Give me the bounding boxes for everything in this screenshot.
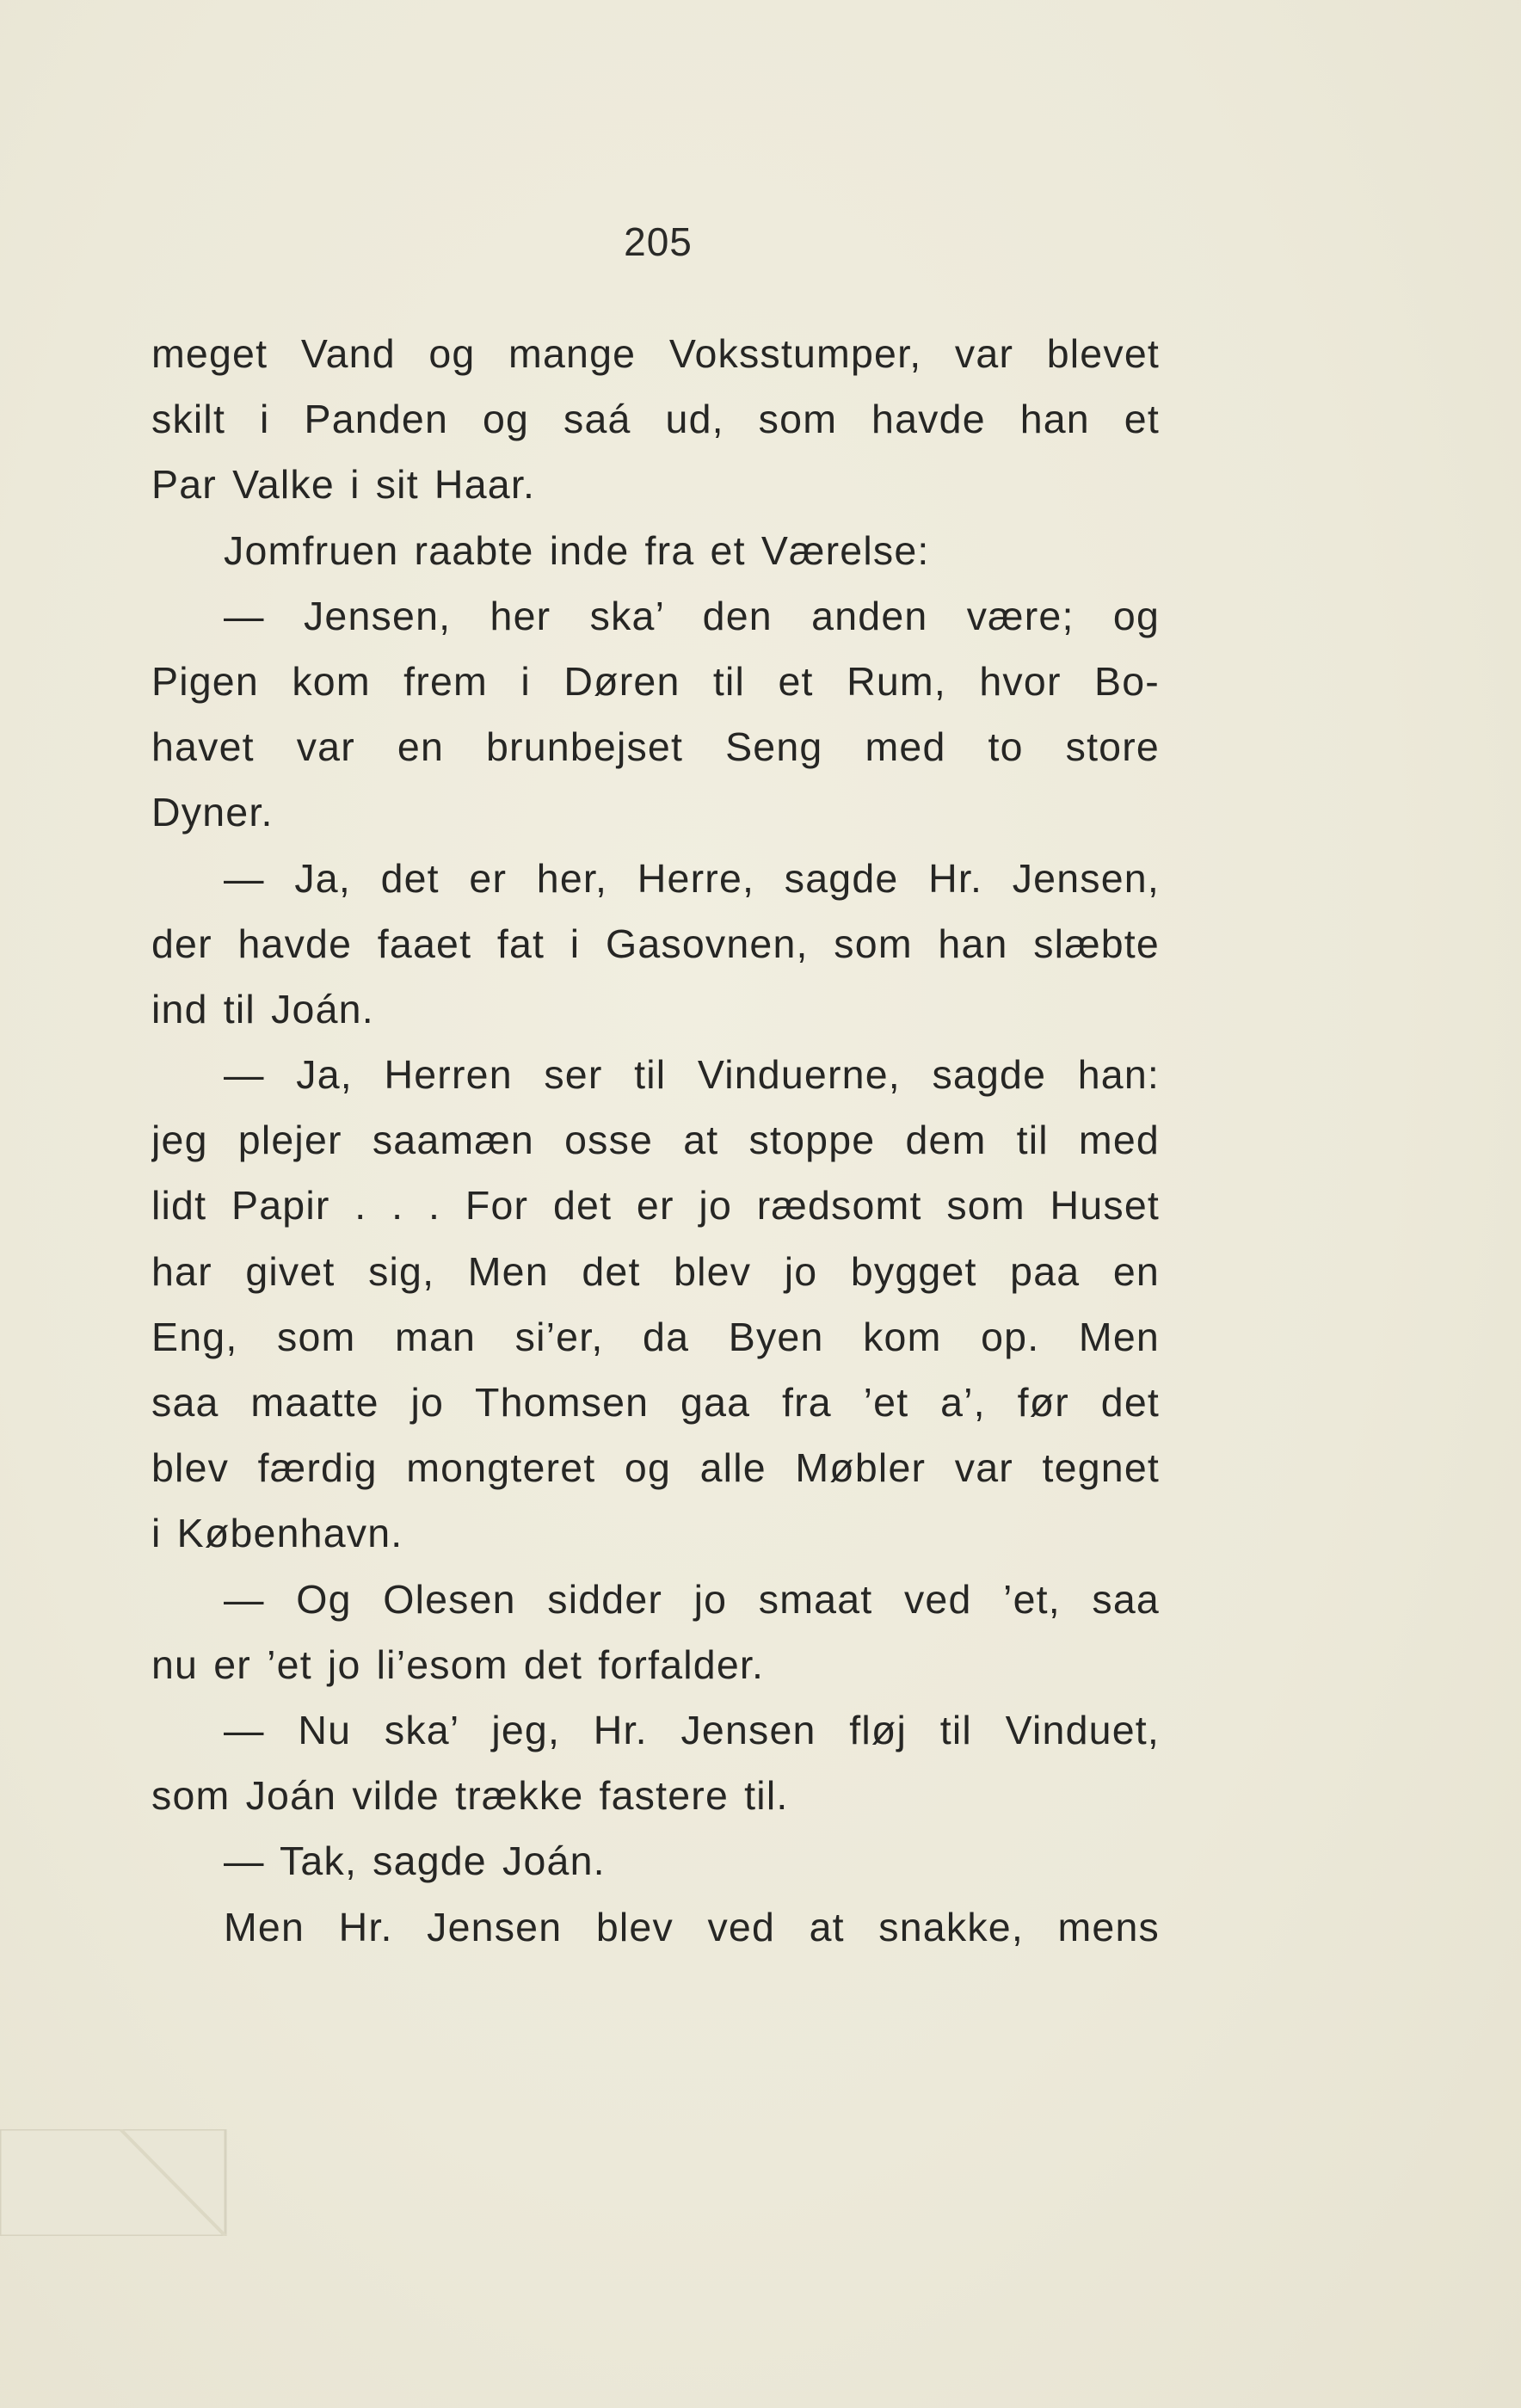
- text-line: nu er ’et jo li’esom det forfalder.: [151, 1641, 765, 1687]
- text-line: der havde faaet fat i Gasovnen, som han slæbte: [151, 921, 1160, 966]
- text-line: — Nu ska’ jeg, Hr. Jensen fløj til Vinduet,: [224, 1707, 1160, 1752]
- text-line: — Jensen, her ska’ den anden være; og: [224, 593, 1160, 638]
- text-line: i København.: [151, 1511, 403, 1556]
- text-line: — Ja, Herren ser til Vinduerne, sagde han:: [224, 1052, 1160, 1098]
- text-line: ind til Joán.: [151, 986, 374, 1032]
- text-line: lidt Papir . . . For det er jo rædsomt som Huset: [151, 1183, 1160, 1229]
- text-line: meget Vand og mange Voksstumper, var blevet: [151, 331, 1160, 376]
- text-line: — Tak, sagde Joán.: [224, 1838, 606, 1884]
- text-line: — Ja, det er her, Herre, sagde Hr. Jensen,: [224, 855, 1160, 901]
- text-line: havet var en brunbejset Seng med to store: [151, 724, 1160, 770]
- text-line: Jomfruen raabte inde fra et Værelse:: [224, 527, 930, 573]
- text-line: Eng, som man si’er, da Byen kom op. Men: [151, 1314, 1160, 1359]
- text-line: Men Hr. Jensen blev ved at snakke, mens: [224, 1904, 1160, 1949]
- page-number: 205: [624, 219, 693, 264]
- text-line: Par Valke i sit Haar.: [151, 462, 536, 508]
- body-text: [151, 321, 1160, 1960]
- text-line: har givet sig, Men det blev jo bygget paa en: [151, 1248, 1160, 1294]
- text-line: skilt i Panden og saá ud, som havde han et: [151, 397, 1160, 442]
- text-line: som Joán vilde trække fastere til.: [151, 1773, 789, 1819]
- text-line: blev færdig mongteret og alle Møbler var tegnet: [151, 1445, 1160, 1491]
- text-line: Dyner.: [151, 790, 274, 835]
- text-line: saa maatte jo Thomsen gaa fra ’et a’, før det: [151, 1380, 1160, 1425]
- text-line: jeg plejer saamæn osse at stoppe dem til med: [151, 1118, 1160, 1163]
- text-line: — Og Olesen sidder jo smaat ved ’et, saa: [224, 1576, 1160, 1622]
- text-line: Pigen kom frem i Døren til et Rum, hvor Bo-: [151, 658, 1160, 704]
- scan-corner-mark: [0, 2129, 231, 2236]
